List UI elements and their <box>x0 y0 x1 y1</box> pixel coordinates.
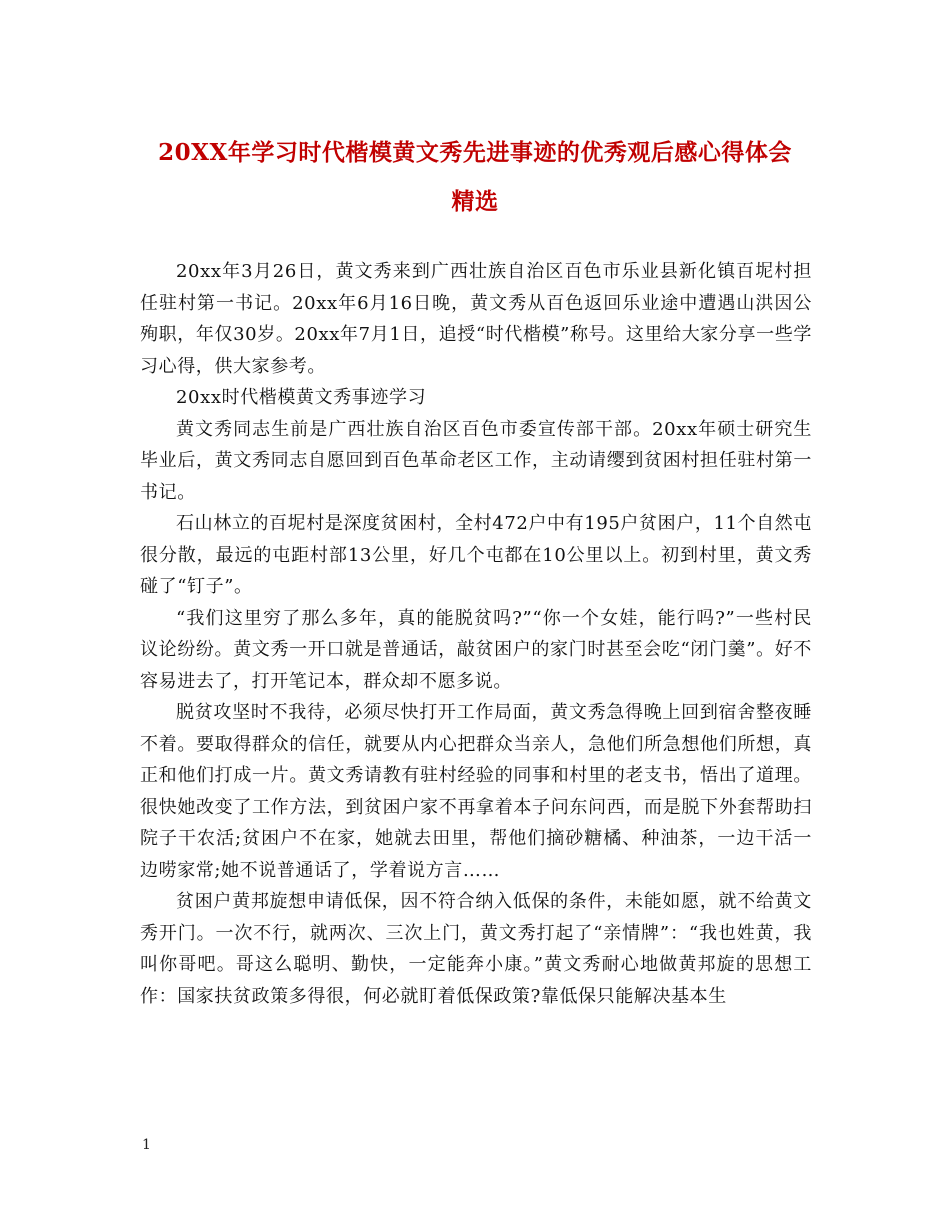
title-line-2: 精选 <box>451 188 499 215</box>
page-number: 1 <box>142 1137 151 1153</box>
document-body <box>140 256 812 1012</box>
paragraph: 石山林立的百坭村是深度贫困村，全村472户中有195户贫困户，11个自然屯很分散，最远的屯距村部13公里，好几个屯都在10公里以上。初到村里，黄文秀碰了“钉子”。 <box>140 513 812 597</box>
paragraph: 贫困户黄邦旋想申请低保，因不符合纳入低保的条件，未能如愿，就不给黄文秀开门。一次不行，就两次、三次上门，黄文秀打起了“亲情牌”：“我也姓黄，我叫你哥吧。哥这么聪明、勤快，一定能奔小康。”黄文秀耐心地做黄邦旋的思想工作：国家扶贫政策多得很，何必就盯着低保政策?靠低保只能解决基本生 <box>140 891 812 1007</box>
paragraph: 黄文秀同志生前是广西壮族自治区百色市委宣传部干部。20xx年硕士研究生毕业后，黄文秀同志自愿回到百色革命老区工作，主动请缨到贫困村担任驻村第一书记。 <box>140 418 812 503</box>
paragraph-intro: 20xx年3月26日，黄文秀来到广西壮族自治区百色市乐业县新化镇百坭村担任驻村第一书记。20xx年6月16日晚，黄文秀从百色返回乐业途中遭遇山洪因公殉职，年仅30岁。20xx年7月1日，追授“时代楷模”称号。这里给大家分享一些学习心得，供大家参考。 <box>140 261 812 377</box>
paragraph: 脱贫攻坚时不我待，必须尽快打开工作局面，黄文秀急得晚上回到宿舍整夜睡不着。要取得群众的信任，就要从内心把群众当亲人，急他们所急想他们所想，真正和他们打成一片。黄文秀请教有驻村经验的同事和村里的老支书，悟出了道理。很快她改变了工作方法，到贫困户家不再拿着本子问东问西，而是脱下外套帮助扫院子干农活;贫困户不在家，她就去田里，帮他们摘砂糖橘、种油茶，一边干活一边唠家常;她不说普通话了，学着说方言…… <box>140 702 812 881</box>
document-title <box>140 128 810 226</box>
section-heading: 20xx时代楷模黄文秀事迹学习 <box>176 387 427 408</box>
title-line-1: 20XX年学习时代楷模黄文秀先进事迹的优秀观后感心得体会 <box>158 139 792 166</box>
paragraph: “我们这里穷了那么多年，真的能脱贫吗?”“你一个女娃，能行吗?”一些村民议论纷纷。黄文秀一开口就是普通话，敲贫困户的家门时甚至会吃“闭门羹”。好不容易进去了，打开笔记本，群众却不愿多说。 <box>140 607 812 692</box>
